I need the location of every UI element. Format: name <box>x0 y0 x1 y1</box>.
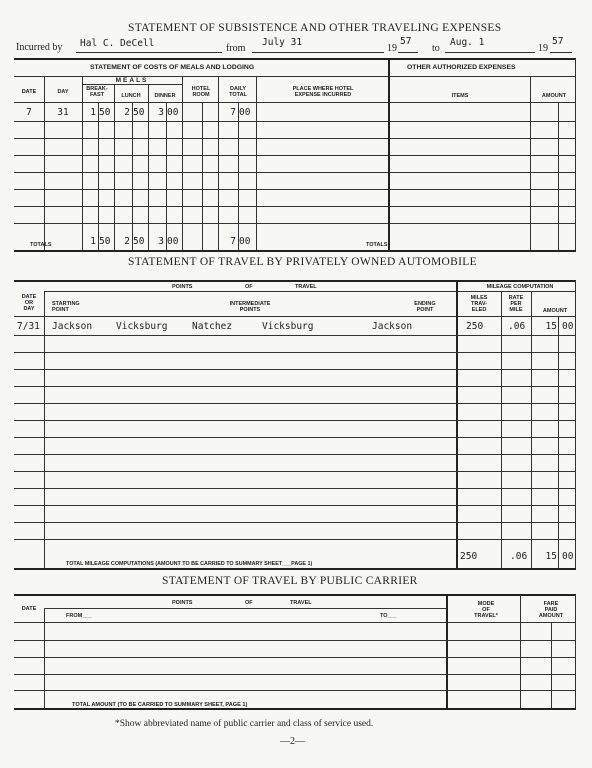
day-header: DAY <box>57 89 69 95</box>
meals-cents-line <box>558 102 559 250</box>
auto-total-label: TOTAL MILEAGE COMPUTATIONS (AMOUNT TO BE CARRIED TO SUMMARY SHEET___PAGE 1) <box>66 561 313 567</box>
meals-cents-line <box>202 102 203 250</box>
form-title: STATEMENT OF SUBSISTENCE AND OTHER TRAVELING EXPENSES <box>128 22 502 34</box>
miles-header-3: ELED <box>471 307 487 313</box>
auto-row-line <box>14 352 576 353</box>
starting-point-header-2: POINT <box>52 307 69 313</box>
auto-row-line <box>14 471 576 472</box>
auto-section-title: STATEMENT OF TRAVEL BY PRIVATELY OWNED AUTOMOBILE <box>128 256 477 268</box>
incurred-by-label: Incurred by <box>16 42 63 53</box>
carrier-header-bottom <box>14 622 576 623</box>
carrier-cents-line <box>551 622 552 708</box>
auto-row-line <box>14 539 576 540</box>
meals-title-rule <box>14 76 576 77</box>
auto-rate: .06 <box>508 321 526 332</box>
place-header-2: EXPENSE INCURRED <box>294 92 352 98</box>
page-number: —2— <box>280 736 305 747</box>
auto-intermediate-3: Vicksburg <box>262 321 314 332</box>
carrier-from-header: FROM___ <box>66 613 92 619</box>
auto-date: 7/31 <box>17 321 40 332</box>
starting-point-header-1: STARTING <box>52 301 80 307</box>
auto-amount-dollars: 15 <box>545 321 557 332</box>
footnote: *Show abbreviated name of public carrier and class of service used. <box>115 719 374 729</box>
auto-total-miles: 250 <box>460 551 478 562</box>
auto-header-rule <box>44 291 576 292</box>
carrier-row-line <box>14 657 576 658</box>
auto-col-line <box>501 291 502 569</box>
carrier-section-title: STATEMENT OF TRAVEL BY PUBLIC CARRIER <box>162 575 418 587</box>
to-date: Aug. 1 <box>450 37 485 48</box>
daily-total-header-1: DAILY <box>230 86 246 92</box>
rate-header-1: RATE <box>508 295 524 301</box>
items-header: ITEMS <box>451 93 469 99</box>
auto-intermediate-1: Vicksburg <box>116 321 168 332</box>
auto-mileage-divider <box>456 280 458 569</box>
other-expenses-title: OTHER AUTHORIZED EXPENSES <box>407 64 516 71</box>
from-underline <box>252 52 384 53</box>
meals-col-line <box>530 76 531 250</box>
auto-top-border <box>14 280 576 282</box>
carrier-row-line <box>14 674 576 675</box>
daily-dollars: 7 <box>230 107 236 118</box>
rate-header-3: MILE <box>509 307 523 313</box>
carrier-of-header: OF <box>245 600 253 606</box>
meals-top-border <box>14 58 576 60</box>
from-label: from <box>226 43 246 54</box>
date-header: DATE <box>21 89 37 95</box>
fare-header-1: FARE <box>543 601 559 607</box>
meals-cents-line <box>132 102 133 250</box>
total-breakfast-dollars: 1 <box>90 236 96 247</box>
meals-col-line <box>256 76 257 250</box>
from-date: July 31 <box>262 37 303 48</box>
auto-row-line <box>14 403 576 404</box>
auto-row-line <box>14 488 576 489</box>
meals-col-line <box>44 76 45 250</box>
breakfast-header-2: FAST <box>89 92 105 98</box>
auto-amount-header: AMOUNT <box>542 308 568 314</box>
total-dinner-cents: 00 <box>167 236 179 247</box>
carrier-to-header: TO___ <box>380 613 397 619</box>
auto-row-line <box>14 386 576 387</box>
miles-header-1: MILES <box>470 295 488 301</box>
lunch-cents: 50 <box>133 107 145 118</box>
auto-date-header-3: DAY <box>23 306 35 312</box>
from-year-underline <box>398 52 418 53</box>
from-year: 57 <box>400 36 412 47</box>
to-year-prefix: 19 <box>538 43 548 54</box>
meals-cents-line <box>98 102 99 250</box>
place-header-1: PLACE WHERE HOTEL <box>292 86 354 92</box>
to-underline <box>445 52 535 53</box>
carrier-bottom-border <box>14 708 576 710</box>
carrier-date-header: DATE <box>21 606 37 612</box>
ending-point-header-1: ENDING <box>414 301 436 307</box>
intermediate-header-1: INTERMEDIATE <box>229 301 271 307</box>
meals-col-line <box>82 76 83 250</box>
carrier-travel-header: TRAVEL <box>290 600 312 606</box>
auto-cents-line <box>558 316 559 569</box>
intermediate-header-2: POINTS <box>239 307 261 313</box>
auto-row-line <box>14 420 576 421</box>
auto-row-line <box>14 335 576 336</box>
total-breakfast-cents: 50 <box>99 236 111 247</box>
ending-point-header-2: POINT <box>416 307 434 313</box>
auto-start-point: Jackson <box>52 321 93 332</box>
meals-col-line <box>218 76 219 250</box>
total-lunch-dollars: 2 <box>124 236 130 247</box>
meal-day: 31 <box>57 107 69 118</box>
auto-row-line <box>14 437 576 438</box>
carrier-top-border <box>14 594 576 596</box>
total-daily-dollars: 7 <box>230 236 236 247</box>
auto-right-border <box>575 280 576 569</box>
from-year-prefix: 19 <box>387 43 397 54</box>
carrier-header-rule <box>44 608 446 609</box>
meals-col-line <box>182 76 183 250</box>
lunch-header: LUNCH <box>121 93 141 99</box>
breakfast-cents: 50 <box>99 107 111 118</box>
meals-totals-label: TOTALS <box>30 242 52 248</box>
to-year: 57 <box>552 36 564 47</box>
auto-of-header: OF <box>245 284 253 290</box>
meals-group-header: MEALS <box>115 77 149 84</box>
fare-header-2: PAID <box>544 607 558 613</box>
carrier-points-header: POINTS <box>172 600 193 606</box>
rate-header-2: PER <box>510 301 522 307</box>
auto-bottom-border <box>14 568 576 570</box>
auto-row-line <box>14 505 576 506</box>
hotel-header-1: HOTEL <box>191 86 211 92</box>
auto-points-header: POINTS <box>172 284 193 290</box>
total-dinner-dollars: 3 <box>158 236 164 247</box>
incurred-by-underline <box>76 52 222 53</box>
meals-cents-line <box>166 102 167 250</box>
auto-amount-cents: 00 <box>562 321 574 332</box>
auto-header-bottom <box>14 316 576 317</box>
auto-row-line <box>14 522 576 523</box>
daily-total-header-2: TOTAL <box>229 92 247 98</box>
auto-total-rate: .06 <box>510 551 528 562</box>
hotel-header-2: ROOM <box>192 92 210 98</box>
meals-group-rule <box>82 84 182 85</box>
auto-row-line <box>14 369 576 370</box>
meals-section-title: STATEMENT OF COSTS OF MEALS AND LODGING <box>90 64 255 71</box>
auto-date-header-2: OR <box>24 300 34 306</box>
lunch-dollars: 2 <box>124 107 130 118</box>
auto-total-cents: 00 <box>562 551 574 562</box>
meal-date: 7 <box>26 107 32 118</box>
meals-divider <box>388 58 390 250</box>
auto-row-line <box>14 454 576 455</box>
other-totals-label: TOTALS <box>366 242 388 248</box>
auto-travel-header: TRAVEL <box>295 284 317 290</box>
carrier-total-label: TOTAL AMOUNT (TO BE CARRIED TO SUMMARY SHEET, PAGE 1) <box>72 702 248 708</box>
miles-header-2: TRAV- <box>470 301 488 307</box>
mode-header-1: MODE <box>477 601 495 607</box>
incurred-by-value: Hal C. DeCell <box>80 38 155 49</box>
carrier-row-line <box>14 690 576 691</box>
meals-bottom-border <box>14 250 576 252</box>
to-year-underline <box>550 52 572 53</box>
dinner-header: DINNER <box>154 93 176 99</box>
dinner-dollars: 3 <box>158 107 164 118</box>
meals-cents-line <box>238 102 239 250</box>
total-daily-cents: 00 <box>239 236 251 247</box>
auto-date-header-1: DATE <box>21 294 37 300</box>
auto-total-dollars: 15 <box>545 551 557 562</box>
auto-miles: 250 <box>466 321 484 332</box>
mode-header-2: OF <box>482 607 490 613</box>
auto-col-line <box>531 291 532 569</box>
total-lunch-cents: 50 <box>133 236 145 247</box>
to-label: to <box>432 43 440 54</box>
breakfast-dollars: 1 <box>90 107 96 118</box>
auto-col-line <box>44 291 45 569</box>
meals-right-border <box>575 58 576 250</box>
auto-intermediate-2: Natchez <box>192 321 233 332</box>
dinner-cents: 00 <box>167 107 179 118</box>
amount-header: AMOUNT <box>541 93 567 99</box>
carrier-col-line <box>44 608 45 708</box>
auto-end-point: Jackson <box>372 321 413 332</box>
fare-header-3: AMOUNT <box>538 613 564 619</box>
daily-cents: 00 <box>239 107 251 118</box>
mode-header-3: TRAVEL* <box>474 613 498 619</box>
breakfast-header-1: BREAK- <box>86 86 108 92</box>
mileage-computation-header: MILEAGE COMPUTATION <box>486 284 554 290</box>
carrier-row-line <box>14 640 576 641</box>
